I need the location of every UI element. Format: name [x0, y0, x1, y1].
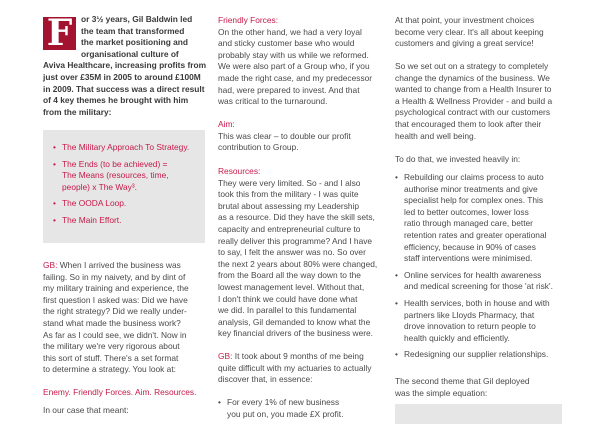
- text-line: made the right case, and my predecessor: [218, 72, 373, 83]
- speaker-label: GB:: [218, 351, 233, 361]
- text-line: led to better outcomes, lower loss: [404, 206, 529, 217]
- text-line: • Rebuilding our claims process to auto: [404, 172, 544, 182]
- text-line: of 4 key themes he brought with him: [43, 95, 189, 106]
- text-line: discover that, in essence:: [218, 374, 313, 385]
- intro-first-lines: [81, 14, 192, 60]
- text-line: failing. So in my naivety, and by dint of: [43, 271, 186, 282]
- text-line: the market positioning and: [81, 37, 189, 48]
- text-line: key financial drivers of the business were.: [218, 328, 374, 339]
- text-line: my military training and experience, the: [43, 283, 189, 294]
- case-intro: In our case that meant:: [43, 405, 129, 415]
- equation-box: [395, 404, 562, 424]
- aim-text: [218, 131, 351, 154]
- text-line: was the simple equation:: [395, 387, 488, 398]
- text-line: this sort of stuff. There's a set format: [43, 352, 179, 363]
- text-line: the team that transformed: [81, 25, 185, 36]
- text-line: psychological contract with our customers: [395, 107, 551, 118]
- text-line: first question I asked was: Did we have: [43, 294, 188, 305]
- text-line: become very clear. It's all about keeping: [395, 26, 544, 37]
- text-line: partners like Lloyds Pharmacy, that: [404, 309, 535, 320]
- text-line: from the military:: [43, 106, 112, 117]
- text-line: So we set out on a strategy to completely: [395, 61, 549, 71]
- text-line: was critical to the turnaround.: [218, 96, 328, 107]
- text-line: lowest management level. Without that,: [218, 281, 365, 292]
- text-line: ratio through managed care, better: [404, 218, 533, 229]
- text-line: • The OODA Loop.: [62, 198, 127, 209]
- text-span: When I arrived the business was: [57, 260, 181, 270]
- text-line: specialist help for complex ones. This: [404, 195, 544, 206]
- bullet-item: [53, 159, 189, 194]
- text-line: brutal about assessing my Leadership: [218, 200, 360, 211]
- text-line: in 2009. That success was a direct result: [43, 83, 205, 94]
- text-line: • The Main Effort.: [62, 214, 122, 225]
- text-line: from the Board all the way down to the: [218, 270, 361, 281]
- text-line: had, were prepared to invest. And that: [218, 84, 360, 95]
- text-line: • Online services for health awareness: [404, 269, 542, 280]
- text-line: capacity and entrepreneurial culture to: [218, 223, 361, 234]
- text-line: the next 2 years about 80% were changed,: [218, 258, 378, 269]
- text-line: the military we're very rigorous about: [43, 341, 180, 352]
- text-line: really deliver this programme? And I have: [218, 235, 373, 246]
- text-line: and medical screening for those 'at risk'.: [404, 281, 553, 292]
- text-line: The Means (resources, time,: [62, 170, 169, 181]
- text-line: contribution to Group.: [218, 142, 299, 153]
- gb-paragraph-2: [218, 351, 371, 386]
- text-line: To do that, we invested heavily in:: [395, 154, 521, 164]
- text-line: • The Military Approach To Strategy.: [62, 142, 190, 152]
- text-span: It took about 9 months of me being: [232, 351, 364, 361]
- strategy-format: Enemy. Friendly Forces. Aim. Resources.: [43, 387, 197, 397]
- themes-list: [53, 142, 189, 227]
- text-line: health and well being.: [395, 130, 477, 141]
- speaker-label: GB:: [43, 260, 58, 270]
- text-line: we did. In parallel to this fundamental: [218, 305, 357, 316]
- text-line: As far as I could see, we didn't. Now in: [43, 329, 187, 340]
- gb-paragraph-1: [43, 260, 189, 376]
- text-line: or 3½ years, Gil Baldwin led: [81, 14, 193, 24]
- text-line: change the dynamics of the business. We: [395, 72, 550, 83]
- text-line: They were very limited. So - and I also: [218, 177, 361, 188]
- text-line: The second theme that Gil deployed: [395, 376, 530, 386]
- text-line: Aviva Healthcare, increasing profits from: [43, 60, 207, 71]
- text-line: • Health services, both in house and with: [404, 297, 550, 308]
- text-line: This was clear – to double our profit: [218, 130, 351, 141]
- bullet-item: [395, 298, 553, 344]
- text-line: I don't think we could have done what: [218, 293, 358, 304]
- second-theme-paragraph: [395, 376, 530, 399]
- text-line: stand what made the business work?: [43, 317, 181, 328]
- text-line: to say, I felt the answer was no. So over: [218, 247, 366, 258]
- text-line: a Health & Wellness Provider - and build a: [395, 95, 553, 106]
- text-line: that encouraged them to look after their: [395, 118, 542, 129]
- text-line: the right strategy? Did we really under-: [43, 306, 187, 317]
- bullet-item: [53, 142, 189, 154]
- text-line: retention rates and greater operational: [404, 229, 547, 240]
- profit-bullet: [218, 397, 343, 420]
- bullet-item: [395, 349, 553, 361]
- strategy-paragraph: [395, 61, 552, 142]
- bullet-item: [395, 270, 553, 293]
- text-line: authorise minor treatments and give: [404, 183, 538, 194]
- text-line: took this from the military - I was quite: [218, 189, 359, 200]
- drop-cap: F: [43, 17, 76, 50]
- text-line: analysis, Gil demanded to know what the: [218, 316, 371, 327]
- text-line: to determine a strategy. You look at:: [43, 364, 176, 375]
- bullet-item: [53, 215, 189, 227]
- text-line: drove innovation to return people to: [404, 321, 536, 332]
- text-line: probably stay with us while we reformed.: [218, 49, 369, 60]
- bullet-item: [53, 198, 189, 210]
- heading-aim: Aim:: [218, 119, 235, 129]
- text-line: just over £35M in 2005 to around £100M: [43, 71, 201, 82]
- text-line: At that point, your investment choices: [395, 15, 535, 25]
- text-line: health quickly and efficiently.: [404, 332, 510, 343]
- heading-friendly-forces: Friendly Forces:: [218, 15, 279, 25]
- text-line: efficiency, because in 90% of cases: [404, 241, 536, 252]
- text-line: [43, 260, 189, 272]
- text-line: • Redesigning our supplier relationships.: [404, 349, 549, 360]
- bullet-item: [395, 172, 553, 265]
- text-line: On the other hand, we had a very loyal: [218, 26, 362, 37]
- invested-intro: [395, 154, 520, 166]
- text-line: organisational culture of: [81, 48, 179, 59]
- text-line: people) x The Way³.: [62, 181, 137, 192]
- friendly-forces-text: [218, 27, 372, 108]
- heading-resources: Resources:: [218, 166, 261, 176]
- text-line: staff interventions were minimised.: [404, 253, 533, 264]
- text-line: and sticky customer base who would: [218, 38, 355, 49]
- text-line: wanted to change from a Health Insurer to: [395, 84, 552, 95]
- investment-bullets: [395, 172, 553, 361]
- intro-rest: [43, 60, 206, 118]
- text-line: We were also part of a Group who, if you: [218, 61, 370, 72]
- text-line: • For every 1% of new business: [227, 397, 340, 407]
- bullet-item: [218, 397, 343, 420]
- resources-text: [218, 178, 377, 340]
- text-line: as a resource. Did they have the skill sets,: [218, 212, 375, 223]
- text-line: quite difficult with my actuaries to actually: [218, 362, 372, 373]
- text-line: customers and giving a great service!: [395, 38, 534, 49]
- text-line: • The Ends (to be achieved) =: [62, 158, 168, 169]
- investment-paragraph: [395, 15, 544, 50]
- text-line: you put on, you made £X profit.: [227, 408, 344, 419]
- text-line: [218, 351, 371, 363]
